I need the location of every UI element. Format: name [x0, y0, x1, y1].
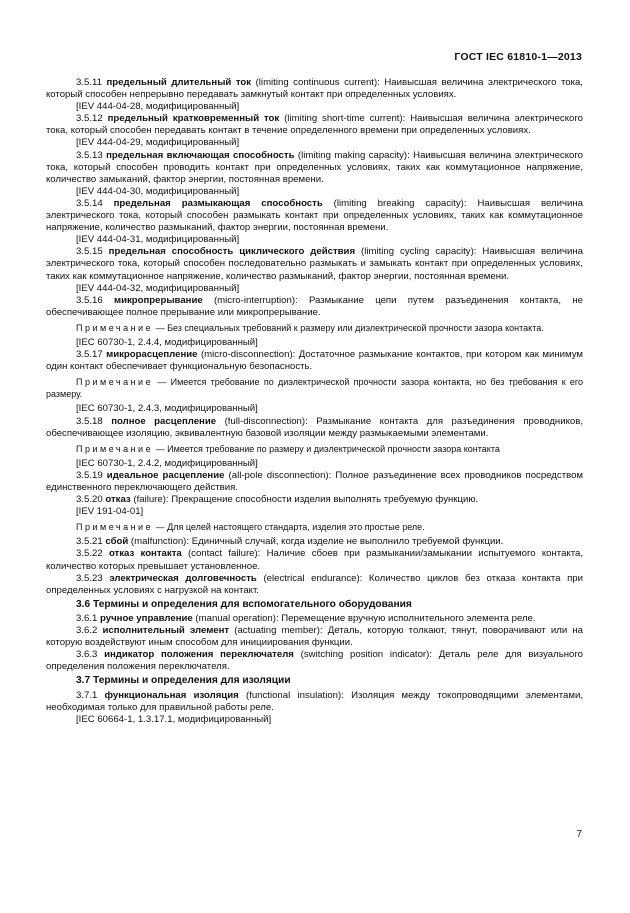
- term-name: отказ контакта: [108, 548, 182, 560]
- term-definition: (limiting continuous current): Наивысшая величина электрического тока, который способен непрерывно передавать замкнутый контакт при определенных условиях.: [46, 77, 583, 101]
- reference: [IEV 444-04-30, модифицированный]: [76, 185, 240, 197]
- document-header: ГОСТ IEC 61810-1—2013: [454, 51, 582, 63]
- term-entry: [46, 77, 583, 101]
- term-definition: (full-disconnection): Размыкание контакта для разъединения проводников, обеспечивающее изоляцию, эквивалентную базовой изоляции между размыкаемыми элементами.: [46, 415, 583, 439]
- term-entry: [46, 625, 583, 649]
- page-number: 7: [576, 829, 582, 840]
- note: [46, 443, 583, 455]
- term-definition: (limiting making capacity): Наивысшая величина электрического тока, который способен проводить контакт при определенных условиях, таких как коммутационное напряжение, количество замыканий, фактор энергии, постоянная времени.: [46, 149, 583, 185]
- note: [46, 376, 583, 400]
- reference: [IEC 60730-1, 2.4.2, модифицированный]: [76, 457, 258, 469]
- term-number: 3.5.20: [76, 494, 103, 506]
- term-definition: (electrical endurance): Количество циклов без отказа контакта при определенных условиях с нагрузкой на контакт.: [46, 572, 583, 596]
- term-entry: [46, 548, 583, 572]
- term-number: 3.5.12: [76, 113, 103, 125]
- term-entry: [46, 649, 583, 673]
- term-entry: [46, 613, 583, 625]
- section-heading: 3.6 Термины и определения для вспомогательного оборудования: [76, 598, 412, 610]
- term-definition: (contact failure): Наличие сбоев при размыкании/замыкании испытуемого контакта, количество которых превышает установленное.: [46, 548, 583, 572]
- note-text: — Имеется требование по диэлектрической прочности зазора контакта, но без требования к его размеру.: [46, 377, 583, 400]
- term-name: микрорасцепление: [106, 349, 198, 361]
- term-name: исполнительный элемент: [102, 625, 230, 637]
- term-number: 3.5.14: [76, 197, 103, 209]
- term-number: 3.6.2: [76, 625, 98, 637]
- term-entry: [46, 295, 583, 319]
- section-heading: 3.7 Термины и определения для изоляции: [76, 675, 291, 687]
- note: [46, 322, 583, 334]
- term-number: 3.5.19: [76, 469, 103, 481]
- reference: [IEV 191-04-01]: [76, 506, 144, 518]
- term-definition: (micro-interruption): Размыкание цепи путем разъединения контакта, не обеспечивающее полное прерывание или микропрерывание.: [46, 294, 583, 318]
- term-number: 3.5.18: [76, 415, 103, 427]
- note: [46, 521, 583, 533]
- term-name: микропрерывание: [113, 294, 203, 306]
- term-entry: [46, 536, 583, 548]
- term-number: 3.6.1: [76, 612, 98, 624]
- term-definition: (switching position indicator): Деталь реле для визуального определения положения переключателя.: [46, 649, 583, 673]
- term-definition: (functional insulation): Изоляция между токопроводящими элементами, необходимая только для правильной работы реле.: [46, 689, 583, 713]
- reference: [IEV 444-04-29, модифицированный]: [76, 137, 240, 149]
- term-number: 3.5.13: [76, 149, 103, 161]
- term-entry: [46, 198, 583, 234]
- term-number: 3.5.21: [76, 536, 103, 548]
- term-number: 3.6.3: [76, 649, 98, 661]
- term-number: 3.5.11: [76, 77, 102, 88]
- term-name: предельный длительный ток: [106, 77, 252, 88]
- term-definition: (limiting breaking capacity): Наивысшая величина электрического тока, который способен размыкать контакт при определенных условиях, таких как коммутационное напряжение, количество размыканий, фактор энергии, постоянная времени.: [46, 197, 583, 234]
- term-number: 3.5.22: [76, 548, 103, 560]
- term-name: предельный кратковременный ток: [107, 113, 280, 125]
- note-text: — Имеется требование по размеру и диэлектрической прочности зазора контакта: [153, 443, 500, 454]
- term-number: 3.5.23: [76, 572, 103, 584]
- reference: [IEC 60730-1, 2.4.4, модифицированный]: [76, 336, 258, 348]
- note-label: Примечание: [76, 322, 154, 333]
- term-entry: [46, 470, 583, 494]
- term-entry: [46, 246, 583, 282]
- term-definition: (all-pole disconnection): Полное разъединение всех проводников посредством единственного переключающего действия.: [46, 469, 584, 493]
- term-entry: [46, 416, 583, 440]
- term-definition: (manual operation): Перемещение вручную исполнительного элемента реле.: [192, 612, 536, 624]
- term-name: отказ: [105, 494, 131, 506]
- term-name: предельная способность циклического действия: [108, 246, 356, 258]
- term-name: предельная размыкающая способность: [113, 197, 323, 209]
- note-label: Примечание: [76, 377, 154, 388]
- term-name: индикатор положения переключателя: [104, 649, 294, 661]
- reference: [IEC 60730-1, 2.4.3, модифицированный]: [76, 403, 258, 415]
- term-definition: (micro-disconnection): Достаточное размыкание контактов, при котором как минимум один контакт обеспечивает функциональную безопасность.: [46, 349, 583, 373]
- term-name: ручное управление: [100, 612, 193, 624]
- term-number: 3.5.17: [76, 349, 103, 361]
- term-name: электрическая долговечность: [109, 572, 257, 584]
- term-definition: (limiting short-time current): Наивысшая величина электрического тока, который способен передавать контакт в течение определенного времени при определенных условиях.: [46, 113, 583, 137]
- term-definition: (malfunction): Единичный случай, когда изделие не выполнило требуемой функции.: [128, 536, 504, 548]
- term-definition: (failure): Прекращение способности изделия выполнять требуемую функцию.: [130, 494, 479, 506]
- term-entry: [46, 113, 583, 137]
- term-definition: (limiting cycling capacity): Наивысшая величина электрического тока, который способен последовательно размыкать и замыкать контакт при определенных условиях, таких как коммутационное напряжение, количество размыканий, фактор энергии, постоянная времени.: [46, 246, 583, 282]
- term-name: функциональная изоляция: [104, 689, 239, 701]
- reference: [IEV 444-04-32, модифицированный]: [76, 282, 240, 294]
- term-name: сбой: [105, 536, 129, 548]
- term-entry: [46, 349, 583, 373]
- note-label: Примечание: [76, 522, 154, 533]
- term-entry: [46, 494, 583, 506]
- reference: [IEV 444-04-31, модифицированный]: [76, 234, 240, 246]
- term-number: 3.5.16: [76, 294, 103, 306]
- term-entry: [46, 690, 583, 714]
- note-text: — Без специальных требований к размеру или диэлектрической прочности зазора контакта.: [153, 322, 544, 333]
- term-name: идеальное расцепление: [106, 469, 225, 481]
- term-entry: [46, 150, 583, 186]
- document-body: [46, 77, 583, 726]
- note-label: Примечание: [76, 443, 154, 454]
- term-name: полное расцепление: [111, 415, 217, 427]
- term-name: предельная включающая способность: [106, 149, 295, 161]
- reference: [IEV 444-04-28, модифицированный]: [76, 101, 240, 113]
- term-number: 3.5.15: [76, 246, 103, 258]
- reference: [IEC 60664-1, 1.3.17.1, модифицированный]: [76, 713, 272, 725]
- note-text: — Для целей настоящего стандарта, изделия это простые реле.: [153, 522, 425, 533]
- term-entry: [46, 573, 583, 597]
- term-definition: (actuating member): Деталь, которую толкают, тянут, поворачивают или на которую воздействуют иным способом для инициирования функции.: [46, 625, 583, 649]
- term-number: 3.7.1: [76, 689, 98, 701]
